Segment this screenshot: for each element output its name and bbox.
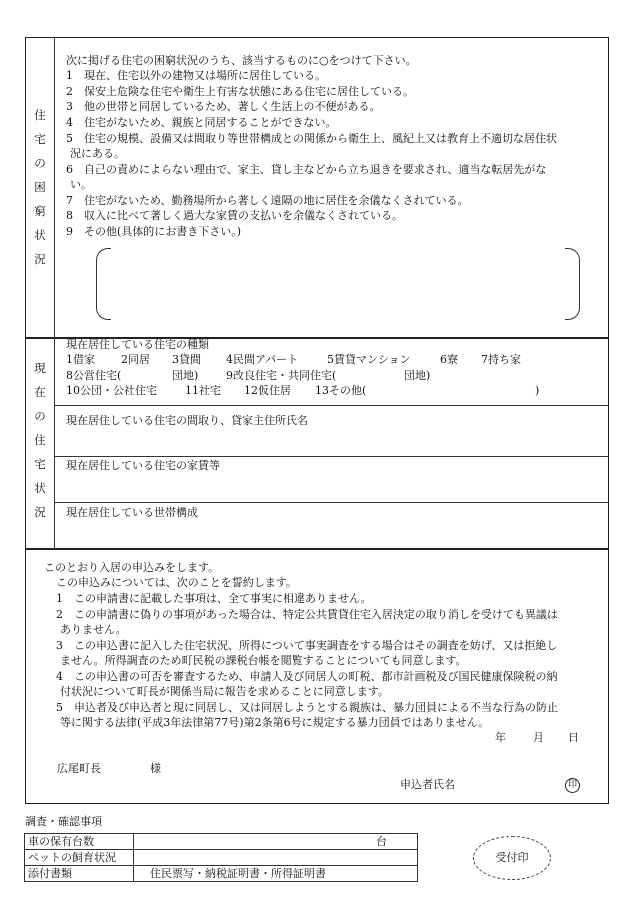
table-row (25, 850, 418, 866)
housing-option-8-end: 団地) (172, 369, 199, 382)
housing-option-13-end: ) (535, 384, 540, 397)
hardship-item-7[interactable]: 7 住宅がないため、勤務場所から著しく遠隔の地に居住を余儀なくされている。 (66, 194, 469, 207)
housing-option-3[interactable]: 3貸間 (172, 353, 201, 366)
survey-label-attachments: 添付書類 (25, 866, 134, 882)
hardship-instruction: 次に掲げる住宅の困窮状況のうち、該当するものに○をつけて下さい。 (66, 54, 417, 67)
right-bracket (565, 248, 580, 320)
rent-heading: 現在居住している住宅の家賃等 (66, 459, 220, 472)
housing-option-10[interactable]: 10公団・公社住宅 (66, 384, 157, 397)
pledge-intro-1: このとおり入居の申込みをします。 (44, 561, 220, 574)
housing-option-6[interactable]: 6寮 (440, 353, 458, 366)
other-details-field[interactable] (96, 248, 580, 318)
hardship-item-3[interactable]: 3 他の世帯と同居しているため、著しく生活上の不便がある。 (66, 100, 381, 113)
hardship-label-divider (54, 38, 55, 338)
date-year[interactable]: 年 (495, 731, 506, 744)
pledge-line-5: 5 申込者及び申込者と現に同居し、又は同居しようとする親族は、暴力団員による不当な行為の防止 (56, 701, 558, 714)
reception-stamp (473, 836, 551, 880)
hardship-item-6[interactable]: 6 自己の責めによらない理由で、家主、貸し主などから立ち退きを要求され、適当な転居先がな (66, 163, 547, 176)
hardship-item-8[interactable]: 8 収入に比べて著しく過大な家賃の支払いを余儀なくされている。 (66, 209, 403, 222)
divider (55, 456, 608, 457)
survey-table (24, 833, 418, 882)
pledge-line-4: 4 この申込書の可否を審査するため、申請人及び同居人の町税、都市計画税及び国民健康保険税の納 (56, 670, 558, 683)
housing-option-1[interactable]: 1借家 (66, 353, 95, 366)
vehicles-unit: 台 (376, 835, 387, 848)
housing-option-7[interactable]: 7持ち家 (481, 353, 521, 366)
survey-heading: 調査・確認事項 (25, 815, 102, 828)
housing-option-5[interactable]: 5賃貸マンション (327, 353, 411, 366)
survey-value-attachments (134, 866, 418, 882)
hardship-item-6-cont: い。 (70, 178, 92, 191)
hardship-item-5[interactable]: 5 住宅の規模、設備又は間取り等世帯構成との関係から衛生上、風紀上又は教育上不適切な居住状 (66, 132, 557, 145)
table-row (25, 866, 418, 882)
reception-stamp-label: 受付印 (495, 851, 529, 864)
divider (55, 502, 608, 503)
housing-option-12[interactable]: 12仮住居 (244, 384, 291, 397)
housing-option-9-end: 団地) (404, 369, 431, 382)
table-row (25, 834, 418, 850)
pledge-line-2: 2 この申請書に偽りの事項があった場合は、特定公共賃貸住宅入居決定の取り消しを受けても異議は (56, 608, 558, 621)
survey-label-pets: ペットの飼育状況 (25, 850, 134, 866)
addressee: 広尾町長 (57, 762, 101, 775)
pledge-line-4-cont: 付状況について町長が関係当局に報告を求めることに同意します。 (60, 685, 389, 698)
applicant-name-label: 申込者氏名 (400, 778, 455, 791)
housing-type-heading: 現在居住している住宅の種類 (66, 338, 209, 351)
attachments-list: 住民票写・納税証明書・所得証明書 (150, 867, 326, 880)
layout-landlord-heading: 現在居住している住宅の間取り、貸家主住所氏名 (66, 414, 308, 427)
pledge-intro-2: この申込みについては、次のことを誓約します。 (56, 576, 297, 589)
seal-mark: 印 (565, 778, 580, 793)
housing-option-4[interactable]: 4民間アパート (226, 353, 299, 366)
hardship-section-label: 住宅の困窮状況 (34, 108, 46, 266)
housing-option-11[interactable]: 11社宅 (185, 384, 221, 397)
current-housing-label: 現在の住宅状況 (34, 361, 46, 519)
household-heading: 現在居住している世帯構成 (66, 506, 198, 519)
housing-option-9[interactable]: 9改良住宅・共同住宅( (226, 369, 337, 382)
pledge-line-1: 1 この申請書に記載した事項は、全て事実に相違ありません。 (56, 592, 372, 605)
date-month[interactable]: 月 (533, 731, 544, 744)
date-day[interactable]: 日 (568, 731, 579, 744)
left-bracket (96, 248, 111, 320)
hardship-item-2[interactable]: 2 保安上危険な住宅や衛生上有害な状態にある住宅に居住している。 (66, 85, 414, 98)
honorific: 様 (150, 762, 161, 775)
hardship-item-9[interactable]: 9 その他(具体的にお書き下さい。) (66, 225, 242, 238)
pledge-line-3: 3 この申込書に記入した住宅状況、所得について事実調査をする場合はその調査を妨げ、又は拒絶し (56, 639, 558, 652)
survey-value-pets[interactable] (134, 850, 418, 866)
housing-option-8[interactable]: 8公営住宅( (66, 369, 122, 382)
hardship-item-5-cont: 況にある。 (70, 147, 125, 160)
pledge-line-3-cont: ません。所得調査のため町民税の課税台帳を閲覧することについても同意します。 (60, 654, 467, 667)
survey-label-vehicles: 車の保有台数 (25, 834, 134, 850)
hardship-item-1[interactable]: 1 現在、住宅以外の建物又は場所に居住している。 (66, 69, 326, 82)
current-label-divider (54, 338, 55, 549)
pledge-line-2-cont: ありません。 (60, 623, 127, 636)
housing-option-13[interactable]: 13その他( (315, 384, 367, 397)
survey-value-vehicles[interactable] (134, 834, 418, 850)
pledge-line-5-cont: 等に関する法律(平成3年法律第77号)第2条第6号に規定する暴力団員ではありません。 (60, 716, 490, 729)
divider (55, 405, 608, 406)
housing-option-2[interactable]: 2同居 (121, 353, 150, 366)
hardship-item-4[interactable]: 4 住宅がないため、親族と同居することができない。 (66, 116, 337, 129)
